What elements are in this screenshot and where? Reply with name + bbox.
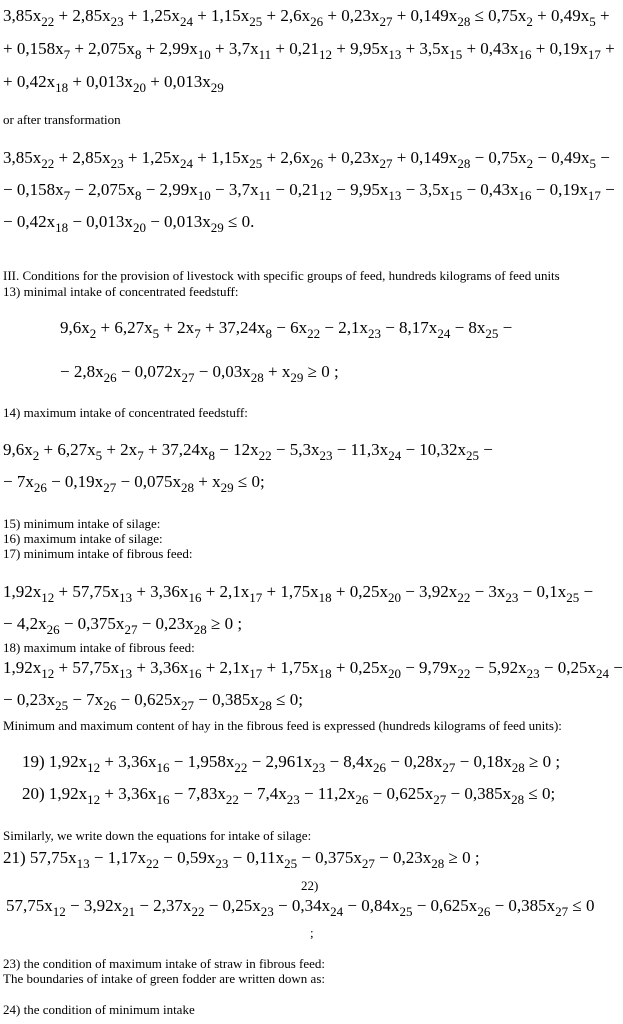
text-line: Similarly, we write down the equations for intake of silage: xyxy=(3,828,312,843)
equation-line: − $0,42x_{18} - 0,013x_{20} - 0,013x_{29} \le 0$. xyxy=(3,212,255,235)
equation-line: $57,75x_{12} - 3,92x_{21} - 2,37x_{22} - 0,25x_{23} - 0,34x_{24} - 0,84x_{25} - 0,625x_{26} - 0,385x_{27} \le 0$ xyxy=(6,896,595,919)
equation-line: − $7x_{26} - 0,19x_{27} - 0,075x_{28} + x_{29} \le 0$; xyxy=(3,472,265,495)
text-line: The boundaries of intake of green fodder are written down as: xyxy=(3,971,325,986)
text-line: 14) maximum intake of concentrated feedstuff: xyxy=(3,405,248,420)
equation-line: − $0,23x_{25} - 7x_{26} - 0,625x_{27} - 0,385x_{28} \le 0$; xyxy=(3,690,303,713)
text-line: 18) maximum intake of fibrous feed: xyxy=(3,640,195,655)
text-line: 15) minimum intake of silage: xyxy=(3,516,161,531)
section-heading: III. Conditions for the provision of livestock with specific groups of feed, hundreds kilograms of feed units xyxy=(3,268,560,283)
text-line: Minimum and maximum content of hay in the fibrous feed is expressed (hundreds kilograms of feed units): xyxy=(3,718,562,733)
equation-line: $9,6x_2 + 6,27x_5 + 2x_7 + 37,24x_8 - 12x_{22} - 5,3x_{23} - 11,3x_{24} - 10,32x_{25}$ − xyxy=(3,440,493,463)
equation-line: − $4,2x_{26} - 0,375x_{27} - 0,23x_{28} \ge 0$ ; xyxy=(3,614,243,637)
equation-line: − $2,8x_{26} - 0,072x_{27} - 0,03x_{28} + x_{29} \ge 0$ ; xyxy=(60,362,339,385)
text-line: or after transformation xyxy=(3,112,121,127)
equation-line: 19) $1,92x_{12} + 3,36x_{16} - 1,958x_{22} - 2,961x_{23} - 8,4x_{26} - 0,28x_{27} - 0,18x_{28} \ge 0$ ; xyxy=(22,752,561,775)
equation-line: $3,85x_{22} + 2,85x_{23} + 1,25x_{24} + 1,15x_{25} + 2,6x_{26} + 0,23x_{27} + 0,149x_{28} - 0,75x_2 - 0,49x_5$ − xyxy=(3,148,610,171)
equation-line: $3,85x_{22} + 2,85x_{23} + 1,25x_{24} + 1,15x_{25} + 2,6x_{26} + 0,23x_{27} + 0,149x_{28} \le 0,75x_2 + 0,49x_5$ + xyxy=(3,6,610,29)
text-line: 24) the condition of minimum intake xyxy=(3,1002,195,1017)
equation-line: + $0,42x_{18} + 0,013x_{20} + 0,013x_{29}$ xyxy=(3,72,224,95)
text-line: 17) minimum intake of fibrous feed: xyxy=(3,546,193,561)
text-line: 16) maximum intake of silage: xyxy=(3,531,163,546)
text-line: 23) the condition of maximum intake of straw in fibrous feed: xyxy=(3,956,326,971)
equation-line: 21) $57,75x_{13} - 1,17x_{22} - 0,59x_{23} - 0,11x_{25} - 0,375x_{27} - 0,23x_{28} \ge 0$ ; xyxy=(3,848,480,871)
equation-number: 22) xyxy=(301,878,319,893)
equation-line: $1,92x_{12} + 57,75x_{13} + 3,36x_{16} + 2,1x_{17} + 1,75x_{18} + 0,25x_{20} - 9,79x_{22} - 5,92x_{23} - 0,25x_{24}$ − xyxy=(3,658,623,681)
equation-line: $9,6x_2 + 6,27x_5 + 2x_7 + 37,24x_8 - 6x_{22} - 2,1x_{23} - 8,17x_{24} - 8x_{25}$ − xyxy=(60,318,513,341)
equation-line: + $0,158x_7 + 2,075x_8 + 2,99x_{10} + 3,7x_{11} + 0,21_{12} + 9,95x_{13} + 3,5x_{15} + 0,43x_{16} + 0,19x_{17}$ + xyxy=(3,39,615,62)
text-line: 13) minimal intake of concentrated feedstuff: xyxy=(3,284,239,299)
text-line: ; xyxy=(310,925,314,940)
equation-line: $1,92x_{12} + 57,75x_{13} + 3,36x_{16} + 2,1x_{17} + 1,75x_{18} + 0,25x_{20} - 3,92x_{22} - 3x_{23} - 0,1x_{25}$ − xyxy=(3,582,594,605)
equation-line: 20) $1,92x_{12} + 3,36x_{16} - 7,83x_{22} - 7,4x_{23} - 11,2x_{26} - 0,625x_{27} - 0,385x_{28} \le 0$; xyxy=(22,784,556,807)
equation-line: − $0,158x_7 - 2,075x_8 - 2,99x_{10} - 3,7x_{11} - 0,21_{12} - 9,95x_{13} - 3,5x_{15} - 0,43x_{16} - 0,19x_{17}$ − xyxy=(3,180,615,203)
